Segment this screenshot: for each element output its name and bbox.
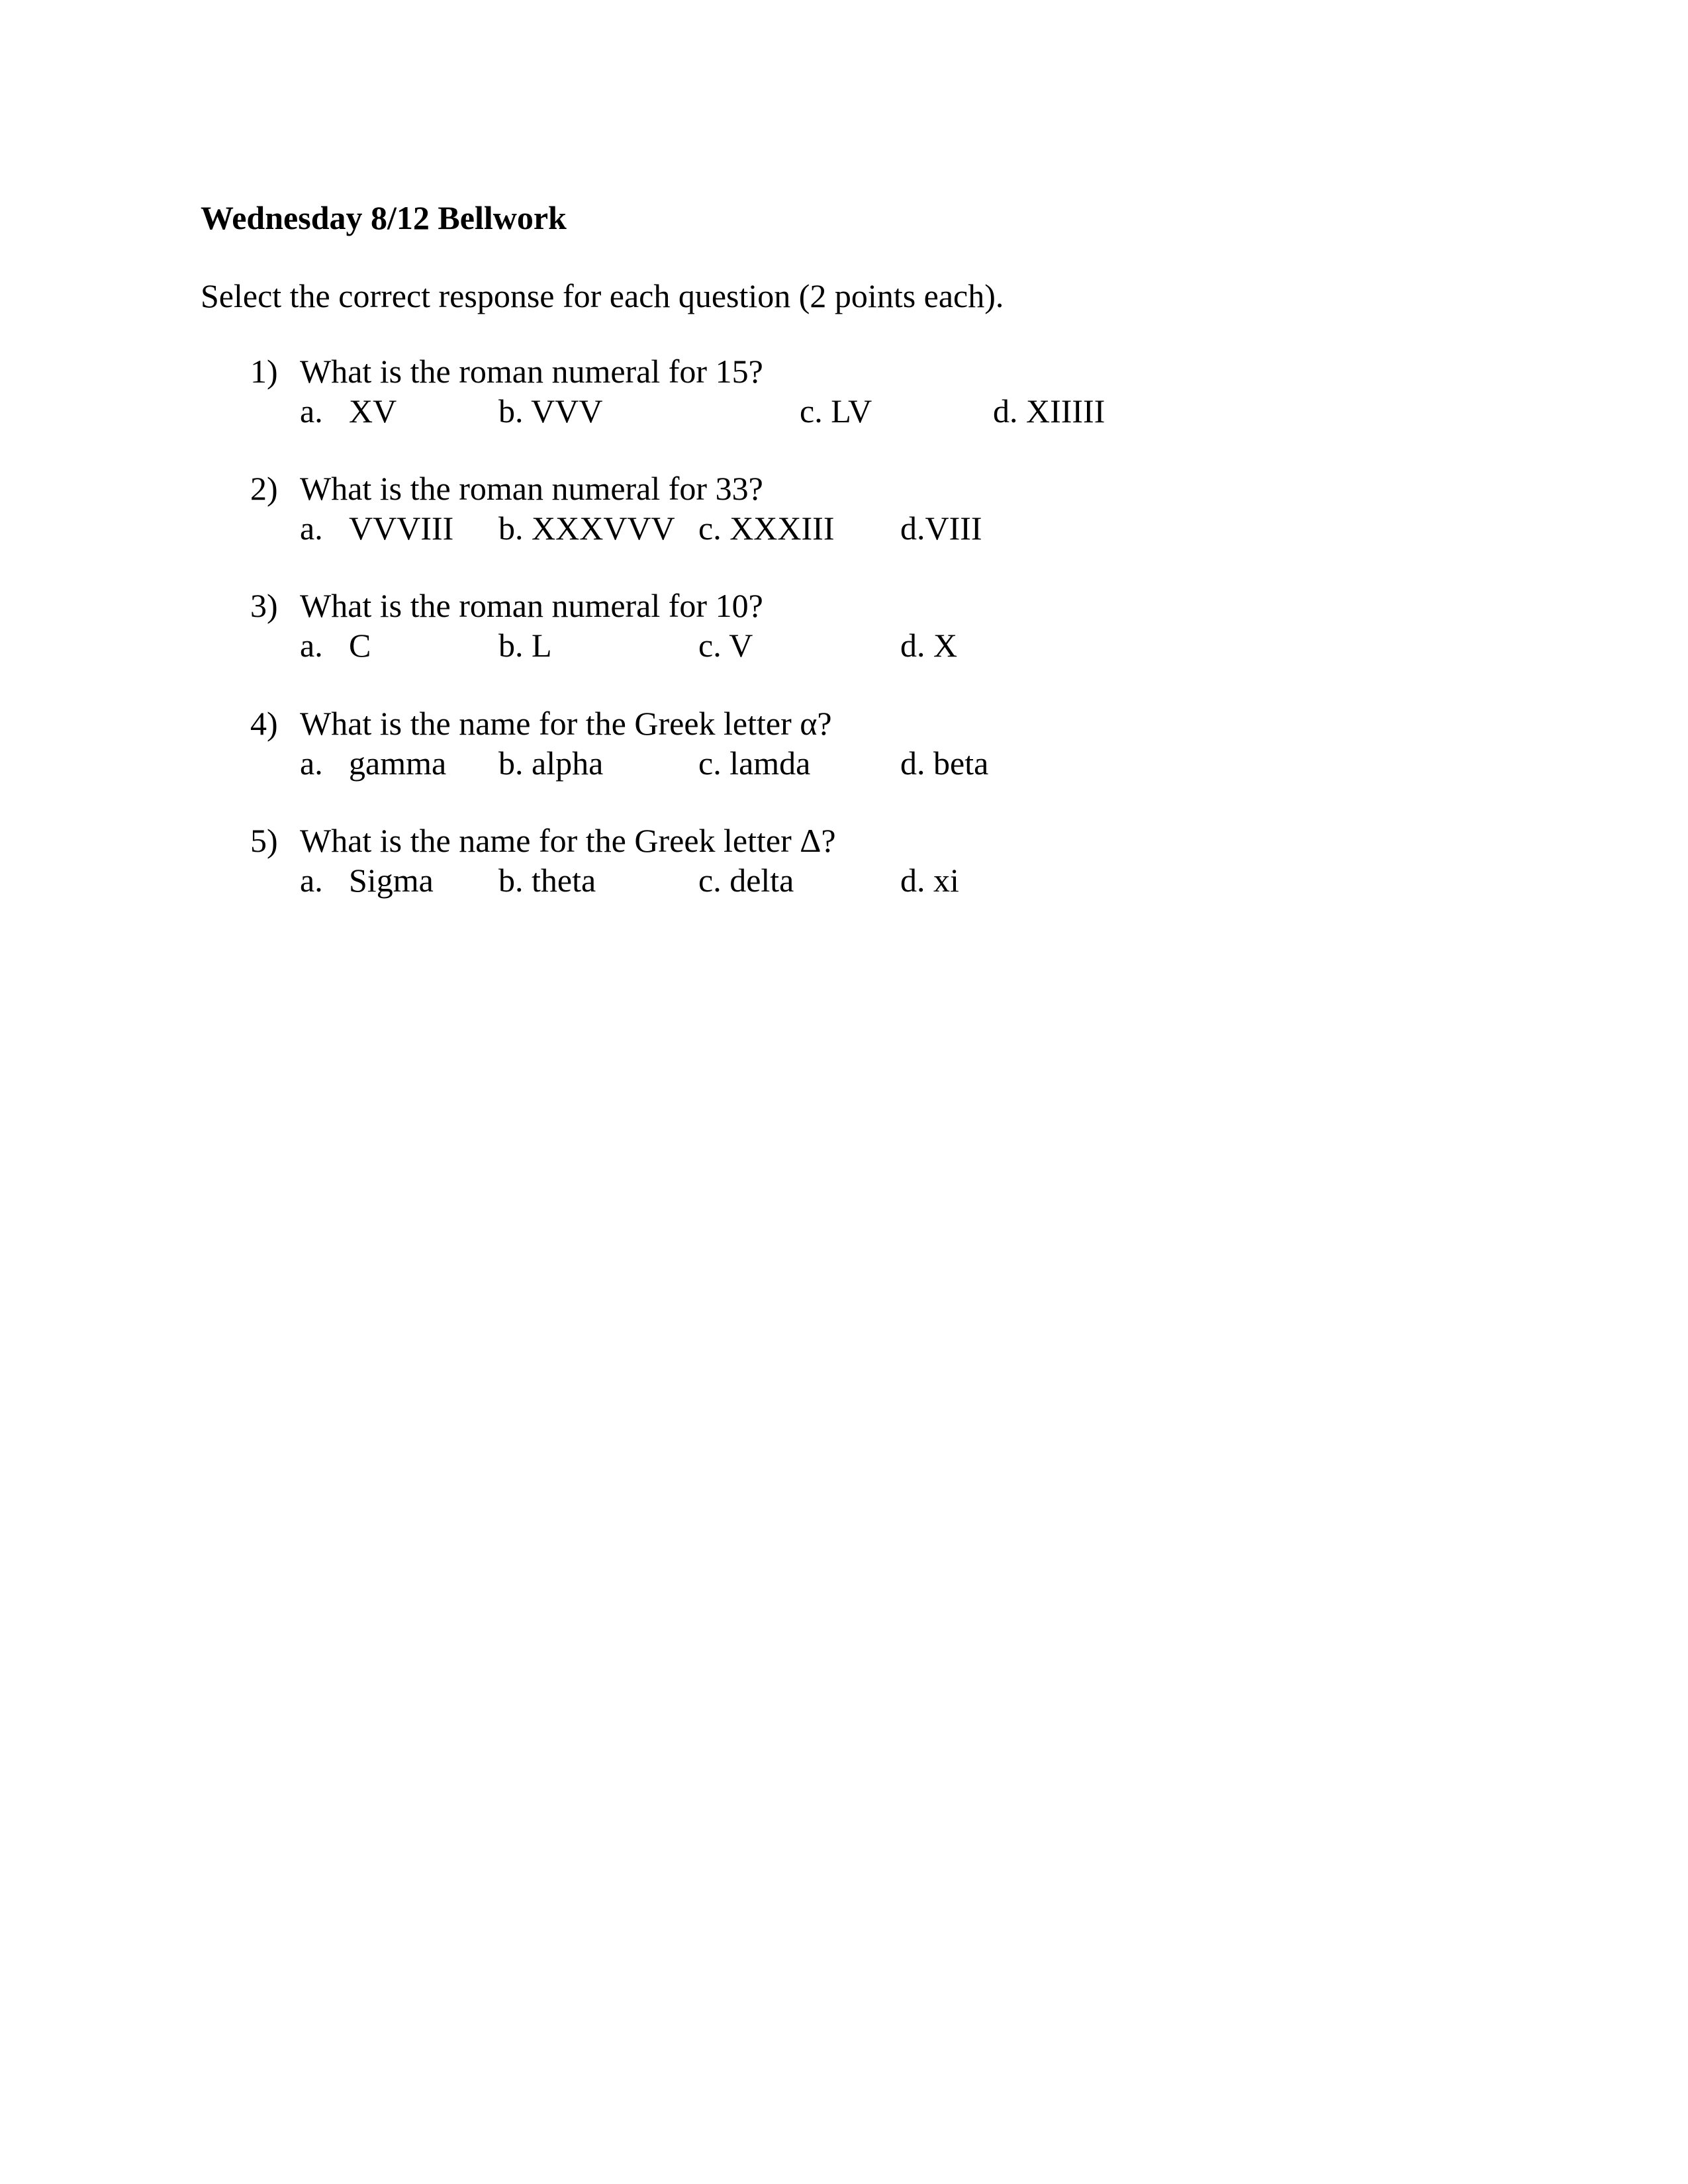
- option-d: d. xi: [900, 862, 959, 899]
- question-line: [0, 704, 1688, 743]
- question-line: [0, 821, 1688, 860]
- question-number: 2): [250, 470, 278, 507]
- question-4: [0, 704, 1688, 787]
- option-d: d.VIII: [900, 510, 982, 547]
- question-5: [0, 821, 1688, 904]
- option-c: c. delta: [698, 862, 794, 899]
- options-row: [0, 860, 1688, 900]
- options-row: [0, 391, 1688, 431]
- option-d: d. beta: [900, 745, 989, 782]
- question-text: What is the roman numeral for 33?: [300, 470, 763, 507]
- question-1: [0, 351, 1688, 435]
- question-number: 3): [250, 587, 278, 624]
- option-a-value: VVVIII: [349, 510, 454, 547]
- option-b: b. VVV: [498, 392, 603, 430]
- option-a-value: C: [349, 627, 371, 664]
- options-row: [0, 625, 1688, 665]
- question-text: What is the roman numeral for 15?: [300, 353, 763, 390]
- option-c: c. XXXIII: [698, 510, 835, 547]
- instructions-text: Select the correct response for each question (2 points each).: [201, 277, 1004, 314]
- options-row: [0, 508, 1688, 548]
- option-c: c. LV: [800, 392, 872, 430]
- option-a-value: Sigma: [349, 862, 434, 899]
- question-number: 4): [250, 705, 278, 742]
- question-text: What is the name for the Greek letter Δ?: [300, 822, 836, 859]
- page-title: Wednesday 8/12 Bellwork: [201, 199, 567, 236]
- option-c: c. V: [698, 627, 753, 664]
- option-c: c. lamda: [698, 745, 811, 782]
- option-b: b. L: [498, 627, 552, 664]
- option-a-label: a.: [300, 627, 323, 664]
- question-3: [0, 586, 1688, 669]
- option-a-label: a.: [300, 862, 323, 899]
- option-b: b. XXXVVV: [498, 510, 675, 547]
- option-b: b. alpha: [498, 745, 604, 782]
- option-d: d. XIIIII: [993, 392, 1105, 430]
- option-a-label: a.: [300, 392, 323, 430]
- question-text: What is the name for the Greek letter α?: [300, 705, 832, 742]
- question-line: [0, 586, 1688, 625]
- option-a-label: a.: [300, 510, 323, 547]
- option-a-value: XV: [349, 392, 397, 430]
- question-2: [0, 469, 1688, 552]
- question-number: 1): [250, 353, 278, 390]
- question-line: [0, 351, 1688, 391]
- options-row: [0, 743, 1688, 783]
- option-a-value: gamma: [349, 745, 447, 782]
- question-number: 5): [250, 822, 278, 859]
- question-text: What is the roman numeral for 10?: [300, 587, 763, 624]
- option-b: b. theta: [498, 862, 596, 899]
- option-d: d. X: [900, 627, 958, 664]
- question-line: [0, 469, 1688, 508]
- option-a-label: a.: [300, 745, 323, 782]
